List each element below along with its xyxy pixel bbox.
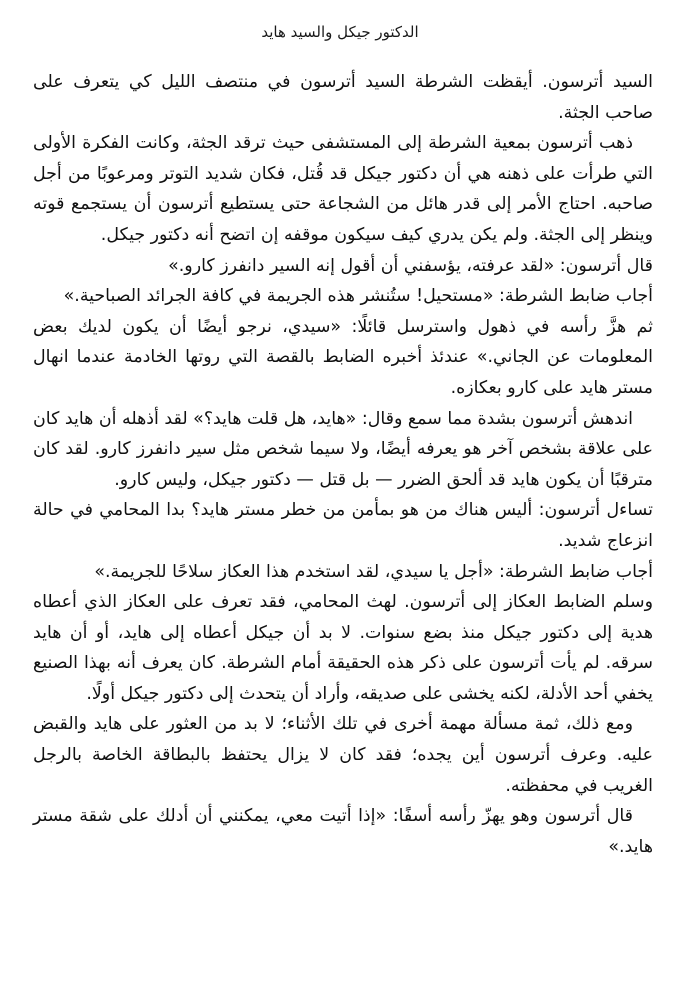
paragraph: قال أترسون وهو يهزّ رأسه أسفًا: «إذا أتيت معي، يمكنني أن أدلك على شقة مستر هايد.» — [33, 806, 653, 857]
paragraph: أجاب ضابط الشرطة: «مستحيل! ستُنشر هذه الجريمة في كافة الجرائد الصباحية.» — [63, 286, 653, 307]
paragraph: ثم هزَّ رأسه في ذهول واسترسل قائلًا: «سيدي، نرجو أيضًا أن يكون لديك بعض المعلومات عن الجاني.» عندئذ أخبره الضابط بالقصة التي روتها الخادمة عندما انهال مستر هايد على كارو بعكازه. — [33, 316, 653, 398]
paragraph: تساءل أترسون: أليس هناك من هو بمأمن من خطر مستر هايد؟ بدا المحامي في حالة انزعاج شديد. — [33, 500, 653, 551]
paragraph: ومع ذلك، ثمة مسألة مهمة أخرى في تلك الأثناء؛ لا بد من العثور على هايد والقبض عليه. وعرف أترسون أين يجده؛ فقد كان لا يزال يحتفظ بالبطاقة الخاصة بالرجل الغريب في محفظته. — [33, 714, 653, 796]
paragraph: أجاب ضابط الشرطة: «أجل يا سيدي، لقد استخدم هذا العكاز سلاحًا للجريمة.» — [94, 561, 653, 582]
body-text — [33, 67, 653, 862]
paragraph: اندهش أترسون بشدة مما سمع وقال: «هايد، هل قلت هايد؟» لقد أذهله أن هايد كان على علاقة بشخص آخر هو يعرفه أيضًا، ولا سيما شخص مثل سير دانفرز كارو. لقد كان مترقبًا أن يكون هايد قد ألحق الضرر — بل قتل — دكتور جيكل، وليس كارو. — [33, 408, 653, 490]
paragraph: وسلم الضابط العكاز إلى أترسون. لهث المحامي، فقد تعرف على العكاز الذي أعطاه هدية إلى دكتور جيكل منذ بضع سنوات. لا بد أن جيكل أعطاه إلى هايد، أو أن هايد سرقه. لم يأت أترسون على ذكر هذه الحقيقة أمام الشرطة. كان يعرف أنه بهذا الصنيع يخفي أحد الأدلة، لكنه يخشى على صديقه، وأراد أن يتحدث إلى دكتور جيكل أولًا. — [33, 592, 653, 704]
paragraph: ذهب أترسون بمعية الشرطة إلى المستشفى حيث ترقد الجثة، وكانت الفكرة الأولى التي طرأت على ذهنه هي أن دكتور جيكل قد قُتل، فكان شديد التوتر ومرعوبًا من أجل صاحبه. احتاج الأمر إلى قدر هائل من الشجاعة حتى يستطيع أترسون أن يستجمع قوته وينظر إلى الجثة. ولم يكن يدري كيف سيكون موقفه إن اتضح أنه دكتور جيكل. — [33, 133, 653, 245]
running-header-title: الدكتور جيكل والسيد هايد — [261, 23, 419, 41]
paragraph: قال أترسون: «لقد عرفته، يؤسفني أن أقول إنه السير دانفرز كارو.» — [168, 255, 653, 276]
paragraph: السيد أترسون. أيقظت الشرطة السيد أترسون في منتصف الليل كي يتعرف على صاحب الجثة. — [33, 72, 653, 123]
